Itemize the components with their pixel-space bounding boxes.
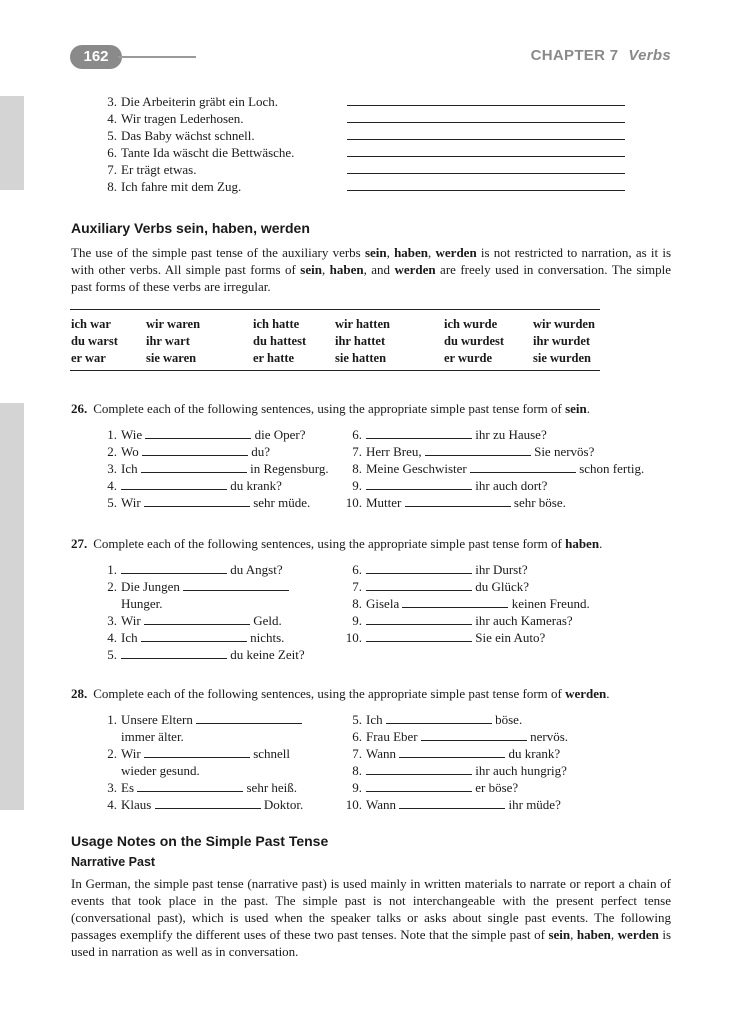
answer-blank[interactable] (366, 428, 472, 439)
answer-blank[interactable] (183, 580, 289, 591)
exercise-26-left (99, 426, 329, 511)
answer-blank[interactable] (141, 462, 247, 473)
answer-blank[interactable] (366, 580, 472, 591)
list-item: 10. Mutter sehr böse. (345, 495, 566, 510)
exercise-27-right (344, 561, 590, 646)
list-item: 8. ihr auch hungrig? (352, 763, 567, 778)
list-item: 3. Die Arbeiterin gräbt ein Loch. (107, 94, 279, 109)
exercise-28-right (344, 711, 568, 813)
list-item: 3. Es sehr heiß. (107, 780, 298, 795)
answer-blank[interactable] (144, 747, 250, 758)
answer-line[interactable] (347, 190, 625, 191)
list-item: 6. Tante Ida wäscht die Bettwäsche. (107, 145, 295, 160)
list-item: 9. ihr auch dort? (352, 478, 548, 493)
list-item-continuation: wieder gesund. (121, 763, 200, 778)
list-item: 4. du krank? (107, 478, 282, 493)
answer-line[interactable] (347, 105, 625, 106)
exercise-26-right (344, 426, 644, 511)
list-item: 6. ihr Durst? (352, 562, 528, 577)
list-item: 9. ihr auch Kameras? (352, 613, 573, 628)
answer-blank[interactable] (366, 479, 472, 490)
exercise-27-instruction: 27. Complete each of the following sentences, using the appropriate simple past tense form of haben. (71, 536, 603, 551)
list-item: 4. Klaus Doktor. (107, 797, 304, 812)
conjugation-table (70, 309, 600, 371)
table-column: ich hatte du hattest er hatte (253, 317, 307, 365)
answer-blank[interactable] (366, 631, 472, 642)
list-item: 2. Wo du? (107, 444, 271, 459)
answer-blank[interactable] (121, 479, 227, 490)
answer-line[interactable] (347, 173, 625, 174)
page-number-badge: 162 (70, 45, 122, 69)
list-item: 6. ihr zu Hause? (352, 427, 547, 442)
list-item: 7. du Glück? (352, 579, 530, 594)
answer-blank[interactable] (405, 496, 511, 507)
answer-blank[interactable] (196, 713, 302, 724)
list-item: 5. Wir sehr müde. (107, 495, 311, 510)
answer-blank[interactable] (399, 798, 505, 809)
section-heading-auxiliary: Auxiliary Verbs sein, haben, werden (71, 220, 310, 236)
table-column: wir wurden ihr wurdet sie wurden (533, 317, 595, 365)
header-rule (118, 56, 196, 58)
list-item: 4. Wir tragen Lederhosen. (107, 111, 244, 126)
answer-blank[interactable] (144, 614, 250, 625)
answer-blank[interactable] (121, 648, 227, 659)
answer-blank[interactable] (366, 563, 472, 574)
list-item: 2. Die Jungen (99, 578, 305, 595)
chapter-header (531, 47, 671, 64)
answer-line[interactable] (347, 156, 625, 157)
table-column: ich war du warst er war (71, 317, 118, 365)
exercise-28-instruction: 28. Complete each of the following sentences, using the appropriate simple past tense form of werden. (71, 686, 610, 701)
answer-blank[interactable] (386, 713, 492, 724)
list-item-continuation: Hunger. (121, 596, 163, 611)
list-item: 6. Frau Eber nervös. (352, 729, 569, 744)
answer-blank[interactable] (366, 781, 472, 792)
answer-blank[interactable] (141, 631, 247, 642)
list-item: 8. Gisela keinen Freund. (352, 596, 590, 611)
chapter-label: CHAPTER 7 (530, 47, 619, 64)
answer-blank[interactable] (470, 462, 576, 473)
list-item: 7. Er trägt etwas. (107, 162, 197, 177)
answer-blank[interactable] (366, 764, 472, 775)
list-item: 2. Wir schnell (107, 746, 291, 761)
list-item: 10. Wann ihr müde? (345, 797, 561, 812)
answer-blank[interactable] (145, 428, 251, 439)
answer-line[interactable] (347, 122, 625, 123)
list-item: 5. Das Baby wächst schnell. (107, 128, 255, 143)
list-item: 8. Ich fahre mit dem Zug. (107, 179, 242, 194)
list-item: 3. Wir Geld. (107, 613, 282, 628)
list-item: 3. Ich in Regensburg. (107, 461, 329, 476)
list-item: 7. Wann du krank? (352, 746, 561, 761)
answer-blank[interactable] (421, 730, 527, 741)
usage-paragraph: In German, the simple past tense (narrative past) is used mainly in written materials to narrate or report a chain of events that took place in the past. The simple past is not interchangeable with the present perfect tense (conversational past), which is used when the speaker talks or asks about single past events. The following passages exemplify the different uses of these two past tenses. Note that the simple past of sein, haben, werden is used in narration as well as in conversation. (71, 876, 672, 959)
answer-blank[interactable] (155, 798, 261, 809)
list-item: 10. Sie ein Auto? (345, 630, 546, 645)
subheading-narrative-past: Narrative Past (71, 855, 156, 869)
list-item: 8. Meine Geschwister schon fertig. (352, 461, 645, 476)
table-column: wir waren ihr wart sie waren (146, 317, 201, 365)
sidebar-tab-top (0, 96, 24, 190)
list-item: 5. du keine Zeit? (107, 647, 305, 662)
list-item: 7. Herr Breu, Sie nervös? (352, 444, 595, 459)
section-heading-usage: Usage Notes on the Simple Past Tense (71, 833, 329, 849)
answer-line[interactable] (347, 139, 625, 140)
top-exercise-list (99, 93, 294, 195)
list-item: 1. Unsere Eltern (99, 711, 303, 728)
chapter-title: Verbs (628, 47, 671, 64)
list-item: 4. Ich nichts. (107, 630, 285, 645)
answer-blank[interactable] (402, 597, 508, 608)
list-item: 9. er böse? (352, 780, 519, 795)
exercise-28-left (99, 711, 303, 813)
answer-blank[interactable] (137, 781, 243, 792)
answer-blank[interactable] (425, 445, 531, 456)
answer-blank[interactable] (142, 445, 248, 456)
answer-blank[interactable] (399, 747, 505, 758)
table-column: wir hatten ihr hattet sie hatten (335, 317, 390, 365)
exercise-26-instruction: 26. Complete each of the following sentences, using the appropriate simple past tense form of sein. (71, 401, 591, 416)
exercise-27-left (99, 561, 305, 663)
list-item-continuation: immer älter. (121, 729, 184, 744)
sidebar-tab-bottom (0, 403, 24, 810)
auxiliary-paragraph: The use of the simple past tense of the auxiliary verbs sein, haben, werden is not restricted to narration, as it is with other verbs. All simple past forms of sein, haben, and werden are freely used in conversation. The simple past forms of these verbs are irregular. (71, 245, 672, 294)
answer-blank[interactable] (121, 563, 227, 574)
list-item: 1. du Angst? (107, 562, 283, 577)
answer-blank[interactable] (144, 496, 250, 507)
list-item: 5. Ich böse. (352, 712, 523, 727)
list-item: 1. Wie die Oper? (107, 427, 306, 442)
table-column: ich wurde du wurdest er wurde (444, 317, 505, 365)
answer-blank[interactable] (366, 614, 472, 625)
